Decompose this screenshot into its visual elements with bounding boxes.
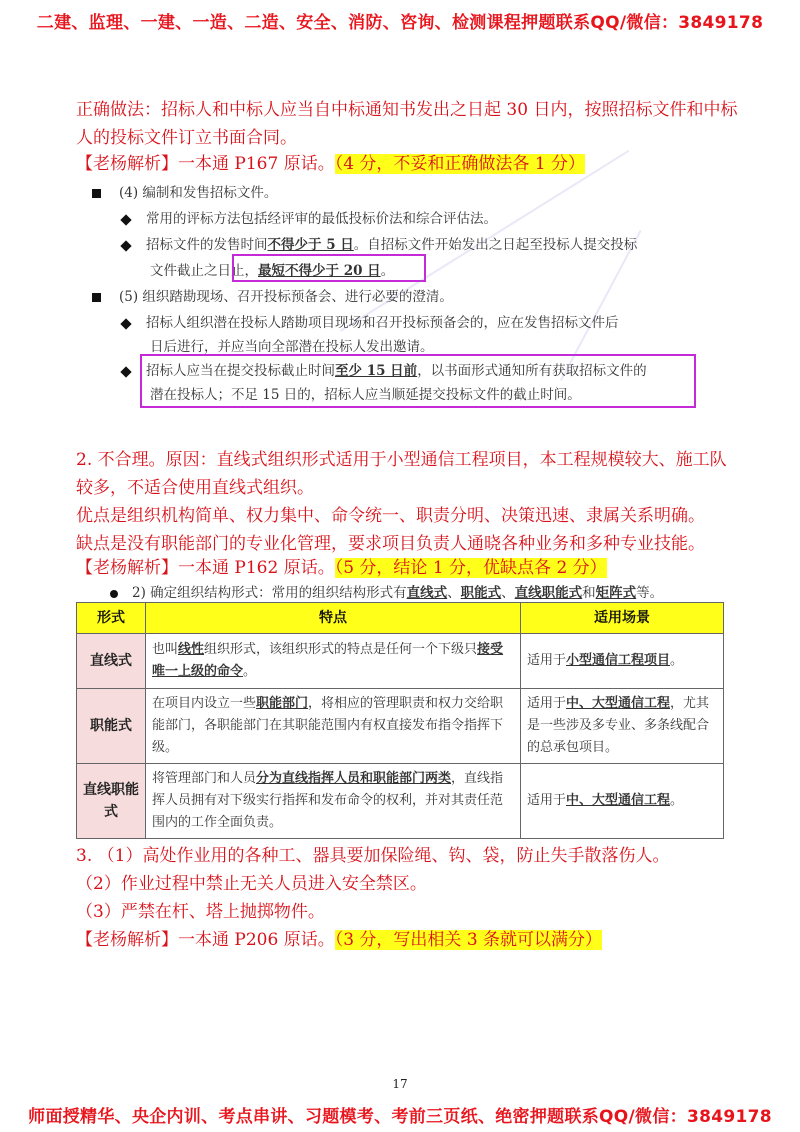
analysis-label: 【老杨解析】	[76, 558, 178, 578]
square-bullet-icon	[92, 189, 101, 198]
dot-bullet-icon	[110, 590, 118, 598]
q1-analysis	[76, 150, 585, 178]
table-cell-form: 职能式	[77, 689, 146, 764]
q2-structure-bullet: 2) 确定组织结构形式：常用的组织结构形式有直线式、职能式、直线职能式和矩阵式等。	[110, 580, 663, 606]
analysis-label: 【老杨解析】	[76, 154, 178, 174]
diamond-bullet-icon	[120, 240, 131, 251]
s5-bullet-1-line2: 日后进行，并应当向全部潜在投标人发出邀请。	[150, 339, 434, 355]
q3-line2: （2）作业过程中禁止无关人员进入安全禁区。	[76, 874, 427, 894]
s4-title: (4) 编制和发售招标文件。	[92, 180, 277, 206]
page-number: 17	[392, 1077, 408, 1091]
analysis-text: 一本通 P206 原话。	[178, 930, 335, 950]
s5-title: (5) 组织踏勘现场、召开投标预备会、进行必要的澄清。	[92, 284, 453, 310]
q1-correct-practice	[76, 96, 766, 152]
org-structure-table	[76, 602, 724, 839]
square-bullet-icon	[92, 293, 101, 302]
analysis-label: 【老杨解析】	[76, 930, 178, 950]
table-row	[77, 634, 724, 689]
q2-line2: 较多，不适合使用直线式组织。	[76, 478, 314, 498]
analysis-text: 一本通 P162 原话。	[178, 558, 335, 578]
s4-bullet-1: 常用的评标方法包括经评审的最低投标价法和综合评估法。	[122, 206, 497, 232]
table-cell-form: 直线式	[77, 634, 146, 689]
q1-correct-line2: 人的投标文件订立书面合同。	[76, 128, 297, 148]
footer-banner: 师面授精华、央企内训、考点串讲、习题模考、考前三页纸、绝密押题联系QQ/微信：3849178	[28, 1107, 772, 1127]
table-cell-scene: 适用于小型通信工程项目。	[521, 634, 724, 689]
q1-correct-line1: 正确做法：招标人和中标人应当自中标通知书发出之日起 30 日内，按照招标文件和中标	[76, 100, 738, 120]
table-cell-feature: 在项目内设立一些职能部门，将相应的管理职责和权力交给职能部门，各职能部门在其职能范围内有权直接发布指令指挥下级。	[146, 689, 521, 764]
highlight-box-20-days	[232, 254, 426, 282]
q3-analysis	[76, 926, 602, 954]
q2-line3: 优点是组织机构简单、权力集中、命令统一、职责分明、决策迅速、隶属关系明确。	[76, 506, 705, 526]
score-highlight: （4 分，不妥和正确做法各 1 分）	[334, 154, 586, 174]
table-cell-scene: 适用于中、大型通信工程。	[521, 764, 724, 839]
score-highlight: （3 分，写出相关 3 条就可以满分）	[334, 930, 603, 950]
diamond-bullet-icon	[120, 318, 131, 329]
q2-answer	[76, 446, 776, 558]
header-banner: 二建、监理、一建、一造、二造、安全、消防、咨询、检测课程押题联系QQ/微信：3849178	[36, 13, 764, 33]
q3-line1: 3. （1）高处作业用的各种工、器具要加保险绳、钩、袋，防止失手散落伤人。	[76, 846, 670, 866]
table-row	[77, 689, 724, 764]
q2-line4: 缺点是没有职能部门的专业化管理，要求项目负责人通晓各种业务和多种专业技能。	[76, 534, 705, 554]
table-cell-feature: 也叫线性组织形式，该组织形式的特点是任何一个下级只接受唯一上级的命令。	[146, 634, 521, 689]
table-cell-scene: 适用于中、大型通信工程，尤其是一些涉及多专业、多条线配合的总承包项目。	[521, 689, 724, 764]
s5-bullet-2: 招标人应当在提交投标截止时间至少 15 日前，以书面形式通知所有获取招标文件的	[122, 358, 647, 384]
q2-analysis	[76, 554, 607, 582]
q3-line3: （3）严禁在杆、塔上抛掷物件。	[76, 902, 325, 922]
s4-bullet-2: 招标文件的发售时间不得少于 5 日。自招标文件开始发出之日起至投标人提交投标	[122, 232, 637, 258]
q2-line1: 2. 不合理。原因：直线式组织形式适用于小型通信工程项目，本工程规模较大、施工队	[76, 450, 727, 470]
table-row	[77, 764, 724, 839]
table-header-scene: 适用场景	[521, 603, 724, 634]
analysis-text: 一本通 P167 原话。	[178, 154, 335, 174]
table-cell-feature: 将管理部门和人员分为直线指挥人员和职能部门两类，直线指挥人员拥有对下级实行指挥和发布命令的权利，并对其责任范围内的工作全面负责。	[146, 764, 521, 839]
table-header-form: 形式	[77, 603, 146, 634]
q3-answer	[76, 842, 776, 926]
highlight-box-15-days	[140, 354, 696, 408]
score-highlight: （5 分，结论 1 分，优缺点各 2 分）	[334, 558, 607, 578]
table-header-feature: 特点	[146, 603, 521, 634]
table-cell-form: 直线职能式	[77, 764, 146, 839]
s5-bullet-2-line2: 潜在投标人；不足 15 日的，招标人应当顺延提交投标文件的截止时间。	[150, 387, 581, 403]
diamond-bullet-icon	[120, 366, 131, 377]
s5-bullet-1: 招标人组织潜在投标人踏勘项目现场和召开投标预备会的，应在发售招标文件后	[122, 310, 619, 336]
s4-bullet-2-line2: 文件截止之日止，最短不得少于 20 日。	[150, 263, 395, 279]
diamond-bullet-icon	[120, 214, 131, 225]
